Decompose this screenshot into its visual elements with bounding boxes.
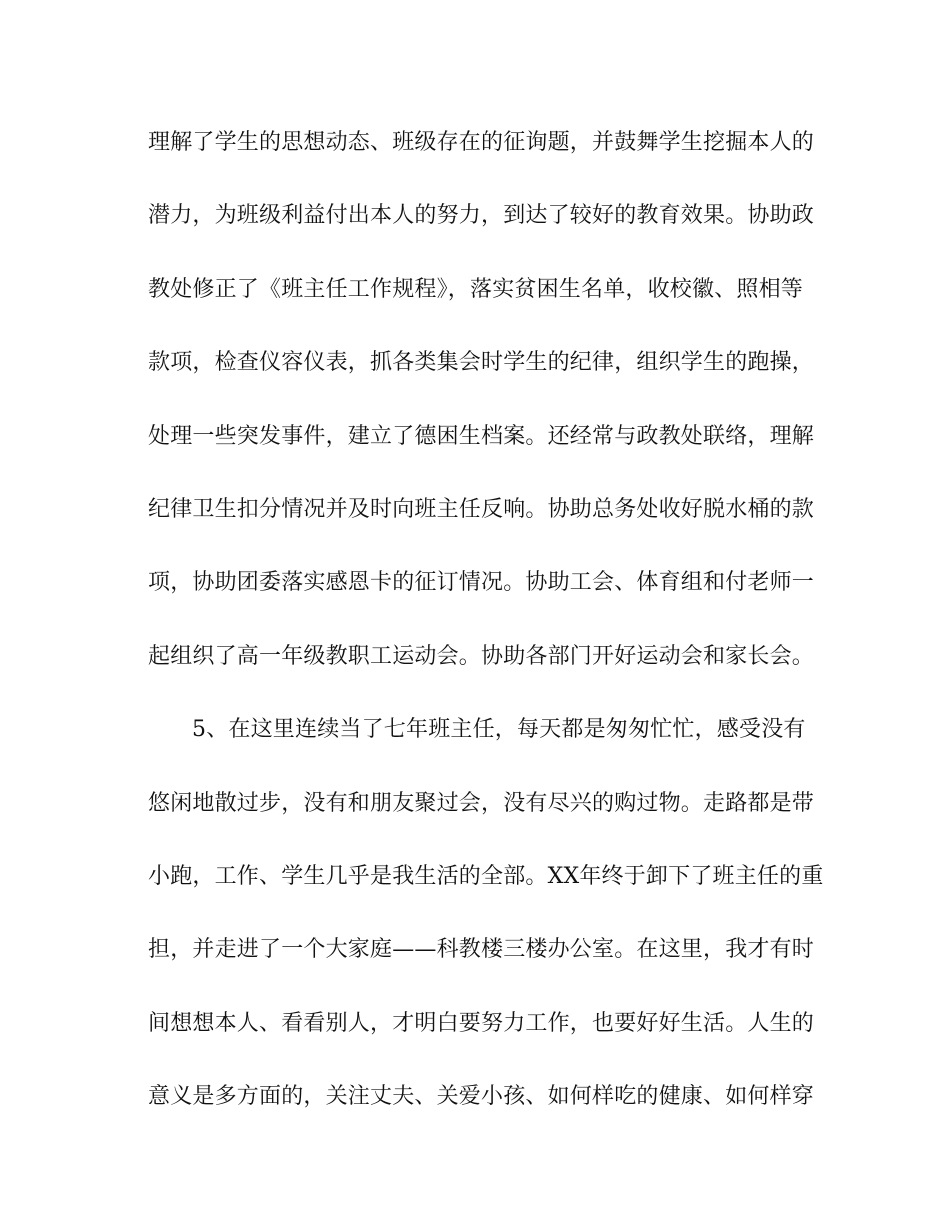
text-line: 起组织了高一年级教职工运动会。协助各部门开好运动会和家长会。 <box>148 643 815 669</box>
text-line: 潜力，为班级利益付出本人的努力，到达了较好的教育效果。协助政 <box>148 203 815 229</box>
text-line: 处理一些突发事件，建立了德困生档案。还经常与政教处联络，理解 <box>148 423 815 449</box>
text-line: 款项，检查仪容仪表，抓各类集会时学生的纪律，组织学生的跑操， <box>148 350 815 376</box>
text-line: 间想想本人、看看别人，才明白要努力工作，也要好好生活。人生的 <box>148 1010 815 1036</box>
text-line: 教处修正了《班主任工作规程》，落实贫困生名单，收校徽、照相等 <box>148 276 804 302</box>
text-line: 小跑，工作、学生几乎是我生活的全部。XX年终于卸下了班主任的重 <box>148 863 824 889</box>
text-line: 悠闲地散过步，没有和朋友聚过会，没有尽兴的购过物。走路都是带 <box>148 790 815 816</box>
text-line: 担，并走进了一个大家庭——科教楼三楼办公室。在这里，我才有时 <box>148 937 815 963</box>
text-line: 意义是多方面的，关注丈夫、关爱小孩、如何样吃的健康、如何样穿 <box>148 1084 815 1110</box>
text-line: 理解了学生的思想动态、班级存在的征询题，并鼓舞学生挖掘本人的 <box>148 130 815 155</box>
text-line: 项，协助团委落实感恩卡的征订情况。协助工会、体育组和付老师一 <box>148 570 815 596</box>
body-text <box>148 120 824 1147</box>
text-line: 纪律卫生扣分情况并及时向班主任反响。协助总务处收好脱水桶的款 <box>148 496 815 522</box>
paragraph-start-line: 5、在这里连续当了七年班主任，每天都是匆匆忙忙，感受没有 <box>192 717 806 743</box>
